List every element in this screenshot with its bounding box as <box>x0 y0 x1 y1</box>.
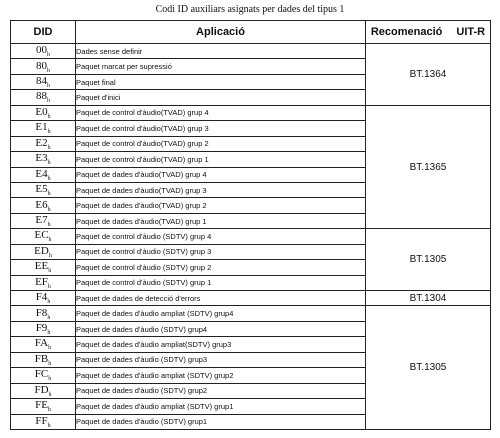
hex-suffix: h <box>48 253 52 259</box>
did-code: E0 <box>35 105 48 118</box>
did-code: ED <box>34 244 49 257</box>
did-code: EF <box>35 275 48 288</box>
hex-suffix: h <box>47 160 51 167</box>
hex-suffix: h <box>47 52 50 59</box>
hex-suffix: h <box>47 98 50 105</box>
application-cell: Paquet de control d'àudio (SDTV) grup 4 <box>76 229 366 244</box>
did-cell <box>11 291 76 306</box>
table-row <box>11 306 491 321</box>
application-cell: Paquet final <box>76 74 366 89</box>
application-cell: Paquet de dades d'àudio ampliat (SDTV) grup4 <box>76 306 366 321</box>
hex-suffix: h <box>47 175 51 182</box>
header-itu-label: UIT-R <box>456 26 486 38</box>
hex-suffix: h <box>47 407 51 414</box>
did-code: E3 <box>35 152 48 165</box>
did-code: E6 <box>35 198 48 211</box>
did-cell <box>11 383 76 398</box>
hex-suffix: h <box>48 391 52 398</box>
table-row <box>11 229 491 244</box>
application-cell: Paquet de dades d'àudio (SDTV) grup1 <box>76 414 366 430</box>
did-code: E1 <box>35 121 48 134</box>
recommendation-cell: BT.1365 <box>366 105 491 229</box>
table-row <box>11 105 491 120</box>
did-code: 80 <box>36 59 47 72</box>
did-cell <box>11 260 76 275</box>
did-cell <box>11 198 76 213</box>
header-application: Aplicació <box>76 21 366 44</box>
application-cell: Paquet de dades d'àudio (SDTV) grup2 <box>76 383 366 398</box>
table-row <box>11 291 491 306</box>
hex-suffix: h <box>47 206 51 213</box>
did-cell <box>11 321 76 336</box>
did-cell <box>11 74 76 89</box>
hex-suffix: h <box>48 361 52 368</box>
did-code: 00 <box>36 44 47 57</box>
application-cell: Paquet d'inici <box>76 90 366 105</box>
application-cell: Paquet de dades d'àudio ampliat (SDTV) grup2 <box>76 368 366 383</box>
application-cell: Paquet de dades d'àudio(TVAD) grup 3 <box>76 182 366 197</box>
did-code: F4 <box>35 291 48 304</box>
auxiliary-id-table <box>10 20 491 430</box>
did-code: F8 <box>35 306 48 319</box>
hex-suffix: h <box>47 67 50 74</box>
hex-suffix: h <box>47 299 51 306</box>
application-cell: Paquet marcat per supressió <box>76 59 366 74</box>
did-cell <box>11 352 76 367</box>
table-title: Codi ID auxiliars asignats per dades del tipus 1 <box>155 4 345 15</box>
did-cell <box>11 399 76 414</box>
did-cell <box>11 275 76 290</box>
application-cell: Paquet de control d'àudio(TVAD) grup 2 <box>76 136 366 151</box>
hex-suffix: h <box>47 144 51 151</box>
did-code: FD <box>34 383 49 396</box>
application-cell: Paquet de dades d'àudio ampliat (SDTV) grup1 <box>76 399 366 414</box>
hex-suffix: h <box>47 422 51 429</box>
application-cell: Paquet de control d'àudio (SDTV) grup 2 <box>76 260 366 275</box>
header-recommendation-label: Recomenació <box>370 26 443 38</box>
application-cell: Paquet de control d'àudio (SDTV) grup 3 <box>76 244 366 259</box>
did-code: EC <box>34 229 49 242</box>
table-header-row <box>11 21 491 44</box>
hex-suffix: h <box>48 345 52 352</box>
hex-suffix: h <box>47 283 51 290</box>
application-cell: Paquet de dades de detecció d'errors <box>76 291 366 306</box>
did-code: EE <box>34 260 49 273</box>
recommendation-cell: BT.1305 <box>366 306 491 430</box>
header-did: DID <box>11 21 76 44</box>
did-cell <box>11 337 76 352</box>
did-code: FF <box>35 414 48 427</box>
recommendation-cell: BT.1364 <box>366 44 491 106</box>
did-cell <box>11 229 76 244</box>
did-cell <box>11 182 76 197</box>
did-cell <box>11 213 76 228</box>
did-cell <box>11 44 76 59</box>
hex-suffix: h <box>47 129 51 136</box>
application-cell: Paquet de dades d'àudio(TVAD) grup 2 <box>76 198 366 213</box>
hex-suffix: h <box>47 191 51 198</box>
did-cell <box>11 121 76 136</box>
did-code: 84 <box>36 75 47 87</box>
did-cell <box>11 90 76 105</box>
hex-suffix: h <box>47 314 51 321</box>
recommendation-cell: BT.1305 <box>366 229 491 291</box>
hex-suffix: h <box>48 268 52 275</box>
did-code: E7 <box>35 213 48 226</box>
did-cell <box>11 414 76 430</box>
did-code: FE <box>35 399 48 412</box>
did-code: FA <box>34 337 49 350</box>
did-code: E4 <box>35 167 48 180</box>
recommendation-cell: BT.1304 <box>366 291 491 306</box>
hex-suffix: h <box>47 114 51 121</box>
did-code: E2 <box>35 136 48 149</box>
did-code: 88 <box>36 90 47 103</box>
hex-suffix: h <box>47 222 51 229</box>
did-code: FB <box>34 352 49 365</box>
did-cell <box>11 136 76 151</box>
application-cell: Paquet de control d'àudio (SDTV) grup 1 <box>76 275 366 290</box>
application-cell: Paquet de control d'àudio(TVAD) grup 3 <box>76 121 366 136</box>
table-row <box>11 44 491 59</box>
hex-suffix: h <box>48 237 52 244</box>
application-cell: Paquet de control d'àudio(TVAD) grup 4 <box>76 105 366 120</box>
did-cell <box>11 368 76 383</box>
application-cell: Paquet de dades d'àudio (SDTV) grup4 <box>76 321 366 336</box>
did-code: E5 <box>35 183 48 196</box>
hex-suffix: h <box>48 376 52 383</box>
hex-suffix: h <box>47 83 50 90</box>
application-cell: Paquet de dades d'àudio ampliat(SDTV) grup3 <box>76 337 366 352</box>
application-cell: Paquet de dades d'àudio(TVAD) grup 1 <box>76 213 366 228</box>
did-cell <box>11 105 76 120</box>
did-cell <box>11 152 76 167</box>
application-cell: Paquet de dades d'àudio(TVAD) grup 4 <box>76 167 366 182</box>
did-cell <box>11 59 76 74</box>
header-recommendation <box>366 21 491 44</box>
did-code: FC <box>34 368 49 381</box>
application-cell: Dades sense definir <box>76 44 366 59</box>
did-cell <box>11 244 76 259</box>
hex-suffix: h <box>47 330 51 337</box>
did-cell <box>11 167 76 182</box>
did-cell <box>11 306 76 321</box>
application-cell: Paquet de control d'àudio(TVAD) grup 1 <box>76 152 366 167</box>
application-cell: Paquet de dades d'àudio (SDTV) grup3 <box>76 352 366 367</box>
did-code: F9 <box>35 322 48 334</box>
